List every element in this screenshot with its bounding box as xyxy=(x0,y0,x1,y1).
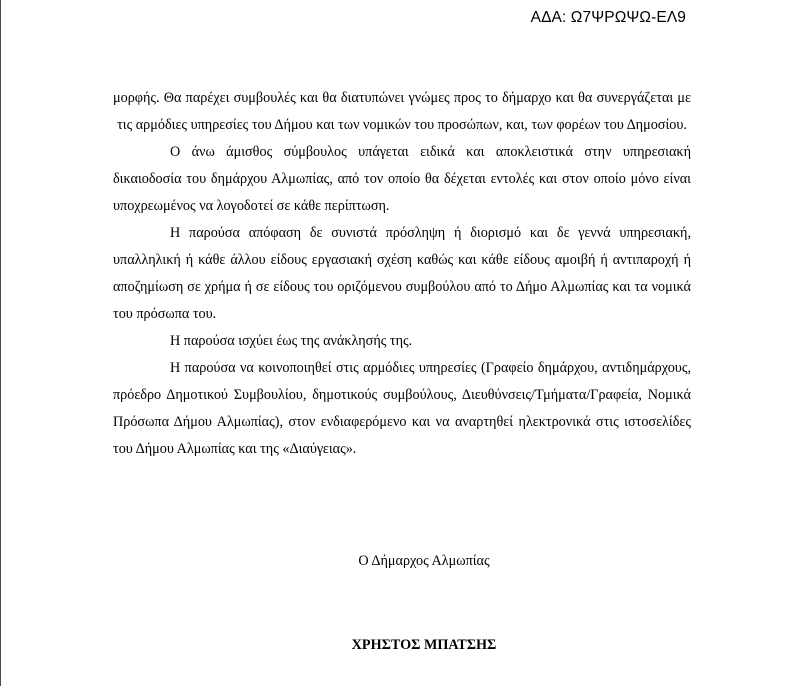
paragraph-advisor-subordination: Ο άνω άμισθος σύμβουλος υπάγεται ειδικά και αποκλειστικά στην υπηρεσιακή δικαιοδοσία του δημάρχου Αλμωπίας, από τον οποίο θα δέχεται εντολές και στον οποίο μόνο είναι υποχρεωμένος να λογοδοτεί σε κάθε περίπτωση. xyxy=(113,144,691,214)
signature-name: ΧΡΗΣΤΟΣ ΜΠΑΤΣΗΣ xyxy=(351,637,497,653)
signature-title: Ο Δήμαρχος Αλμωπίας xyxy=(358,553,490,569)
paragraph-notification: Η παρούσα να κοινοποιηθεί στις αρμόδιες υπηρεσίες (Γραφείο δημάρχου, αντιδημάρχους, πρόεδρο Δημοτικού Συμβουλίου, δημοτικούς συμβούλους, Διευθύνσεις/Τμήματα/Γραφεία, Νομικά Πρόσωπα Δήμου Αλμωπίας), στον ενδιαφερόμενο και να αναρτηθεί ηλεκτρονικά στις ιστοσελίδες του Δήμου Αλμωπίας και της «Διαύγειας». xyxy=(113,360,691,457)
paragraph-no-employment: Η παρούσα απόφαση δε συνιστά πρόσληψη ή διορισμό και δε γεννά υπηρεσιακή, υπαλληλική ή κάθε άλλου είδους εργασιακή σχέση καθώς και κάθε είδους αμοιβή ή αντιπαροχή ή αποζημίωση σε χρήμα ή σε είδους του οριζόμενου συμβούλου από το Δήμο Αλμωπίας και τα νομικά του πρόσωπα του. xyxy=(113,225,691,322)
paragraph-validity: Η παρούσα ισχύει έως της ανάκλησής της. xyxy=(170,333,413,349)
document-body xyxy=(113,85,691,463)
ada-code: ΑΔΑ: Ω7ΨΡΩΨΩ-ΕΛ9 xyxy=(530,9,686,26)
paragraph-continuation: μορφής. Θα παρέχει συμβουλές και θα διατυπώνει γνώμες προς το δήμαρχο και θα συνεργάζεται με τις αρμόδιες υπηρεσίες του Δήμου και των νομικών του προσώπων, και, των φορέων του Δημοσίου. xyxy=(113,90,691,133)
page-left-border xyxy=(0,0,1,686)
